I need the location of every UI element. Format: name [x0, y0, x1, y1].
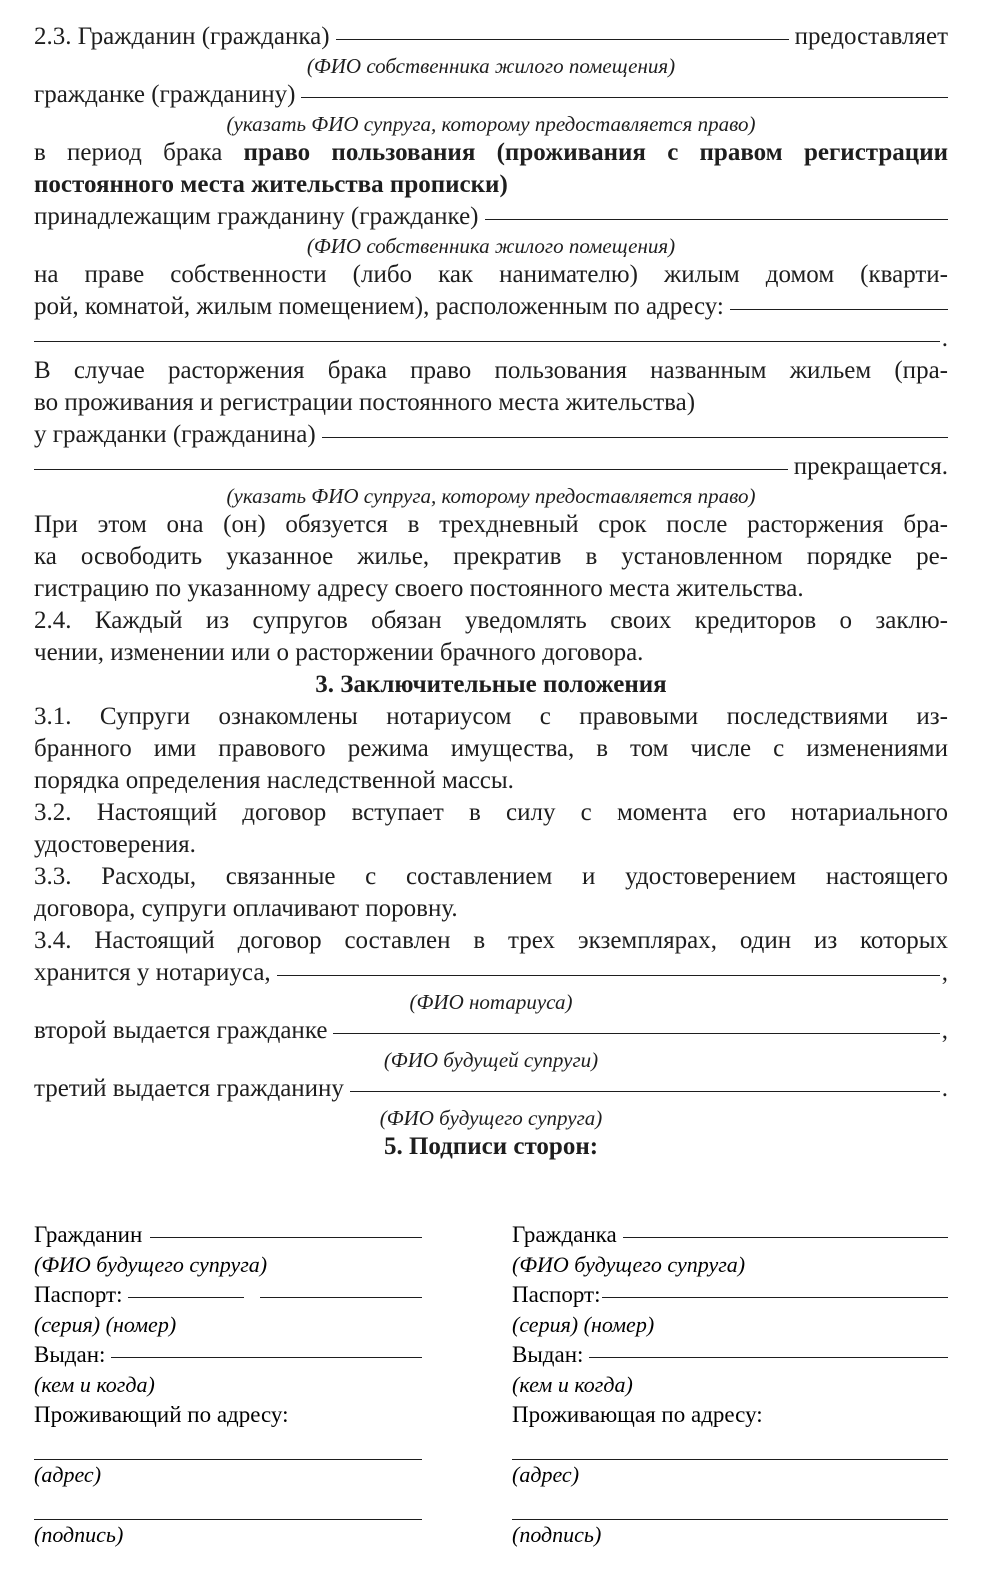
- clause-3-4-line-4: [34, 1073, 948, 1105]
- section-3-heading: 3. Заключительные положения: [315, 671, 667, 698]
- wife-passport-hint: (серия) (номер): [512, 1312, 655, 1337]
- clause-2-3-line-2: [34, 79, 948, 111]
- wife-passport-blank[interactable]: [602, 1297, 948, 1298]
- wife-address-label-row: [512, 1400, 948, 1430]
- clause-3-4-line-2: [34, 957, 948, 989]
- terminates-label: прекращается.: [793, 453, 948, 480]
- notary-name-blank[interactable]: [277, 975, 940, 976]
- wife-address-hint: (адрес): [512, 1462, 580, 1487]
- property-address-blank[interactable]: [730, 309, 948, 310]
- wife-signature-hint: (подпись): [512, 1522, 602, 1547]
- wife-signature-blank[interactable]: [512, 1490, 948, 1520]
- clause-2-3-provides-label: предоставляет: [794, 23, 948, 50]
- clause-3-4-line-3: [34, 1015, 948, 1047]
- husband-issued-label: Выдан:: [34, 1342, 106, 1367]
- wife-issued-hint: (кем и когда): [512, 1372, 633, 1397]
- owner-name-hint: (ФИО собственника жилого помещения): [306, 54, 676, 78]
- clause-2-3-belonging-label: принадлежащим гражданину (гражданке): [34, 203, 479, 230]
- husband-name-row: [34, 1220, 422, 1250]
- clause-2-3-line-4: постоянного места жительства прописки): [34, 171, 508, 198]
- clause-2-3-citizen-label: 2.3. Гражданин (гражданка): [34, 23, 330, 50]
- clause-2-3-line-5: [34, 201, 948, 233]
- spouse-name-blank-2[interactable]: [322, 437, 948, 438]
- clause-2-3-line-11: [34, 419, 948, 451]
- husband-address-blank[interactable]: [34, 1430, 422, 1460]
- wife-issued-blank[interactable]: [589, 1357, 948, 1358]
- clause-2-3-period-text: в период брака: [34, 139, 244, 166]
- notary-name-hint: (ФИО нотариуса): [409, 990, 573, 1014]
- address-end-period: .: [941, 325, 948, 352]
- wife-fio-blank[interactable]: [623, 1237, 948, 1238]
- wife-name-hint: (ФИО будущей супруги): [383, 1048, 599, 1072]
- husband-fio-blank[interactable]: [150, 1237, 422, 1238]
- husband-passport-series-blank[interactable]: [128, 1297, 244, 1298]
- wife-fio-hint: (ФИО будущего супруга): [512, 1252, 746, 1277]
- clause-3-4-line-1: 3.4. Настоящий договор составлен в трех экземплярах, один из которых: [34, 927, 948, 954]
- clause-3-3-line-1: 3.3. Расходы, связанные с составлением и удостоверением настоящего: [34, 863, 948, 890]
- clause-2-3-line-7: [34, 291, 948, 323]
- husband-passport-label: Паспорт:: [34, 1282, 123, 1307]
- notary-copy-label: хранится у нотариуса,: [34, 959, 271, 986]
- signatures-block: [34, 1220, 948, 1580]
- husband-end-period: .: [941, 1075, 948, 1102]
- husband-name-blank[interactable]: [350, 1091, 940, 1092]
- wife-name-row: [512, 1220, 948, 1250]
- owner-name-blank[interactable]: [336, 39, 789, 40]
- clause-2-4-line-2: чении, изменении или о расторжении брачного договора.: [34, 639, 644, 666]
- right-of-use-bold-text: право пользования (проживания с правом регистрации: [243, 139, 948, 166]
- clause-3-2-line-1: 3.2. Настоящий договор вступает в силу с момента его нотариального: [34, 799, 948, 826]
- wife-passport-label: Паспорт:: [512, 1282, 601, 1307]
- wife-signature-column: [512, 1220, 948, 1550]
- owner-name-blank-2[interactable]: [485, 219, 948, 220]
- clause-2-3-line-12: [34, 451, 948, 483]
- husband-passport-hint: (серия) (номер): [34, 1312, 177, 1337]
- clause-2-3-line-1: [34, 21, 948, 53]
- clause-3-2-line-2: удостоверения.: [34, 831, 196, 858]
- clause-2-3-termination-label: у гражданки (гражданина): [34, 421, 316, 448]
- wife-end-comma: ,: [941, 1017, 948, 1044]
- husband-passport-number-blank[interactable]: [260, 1297, 422, 1298]
- wife-name-label: Гражданка: [512, 1222, 617, 1247]
- clause-2-3-line-13: При этом она (он) обязуется в трехдневный срок после расторжения бра-: [34, 511, 948, 538]
- husband-fio-hint: (ФИО будущего супруга): [34, 1252, 268, 1277]
- wife-issued-label: Выдан:: [512, 1342, 584, 1367]
- husband-issued-blank[interactable]: [111, 1357, 422, 1358]
- owner-name-hint-2: (ФИО собственника жилого помещения): [306, 234, 676, 258]
- husband-name-label: Гражданин: [34, 1222, 143, 1247]
- husband-signature-blank[interactable]: [34, 1490, 422, 1520]
- husband-name-hint: (ФИО будущего супруга): [379, 1106, 603, 1130]
- husband-passport-row: [34, 1280, 422, 1310]
- clause-2-3-line-14: ка освободить указанное жилье, прекратив в установленном порядке ре-: [34, 543, 948, 570]
- notary-end-comma: ,: [941, 959, 948, 986]
- wife-issued-row: [512, 1340, 948, 1370]
- wife-address-blank[interactable]: [512, 1430, 948, 1460]
- clause-2-3-recipient-label: гражданке (гражданину): [34, 81, 296, 108]
- clause-2-3-line-6: на праве собственности (либо как нанимателю) жилым домом (кварти-: [34, 261, 948, 288]
- clause-2-3-line-8: [34, 323, 948, 355]
- husband-copy-label: третий выдается гражданину: [34, 1075, 344, 1102]
- clause-2-4-line-1: 2.4. Каждый из супругов обязан уведомлять своих кредиторов о заклю-: [34, 607, 948, 634]
- husband-address-hint: (адрес): [34, 1462, 102, 1487]
- section-5-heading: 5. Подписи сторон:: [383, 1133, 599, 1160]
- husband-signature-column: [34, 1220, 422, 1550]
- clause-2-3-line-9: В случае расторжения брака право пользования названным жильем (пра-: [34, 357, 948, 384]
- spouse-name-hint-2: (указать ФИО супруга, которому предоставляется право): [226, 484, 756, 508]
- husband-address-label: Проживающий по адресу:: [34, 1402, 289, 1427]
- husband-issued-row: [34, 1340, 422, 1370]
- clause-3-1-line-1: 3.1. Супруги ознакомлены нотариусом с правовыми последствиями из-: [34, 703, 948, 730]
- clause-3-3-line-2: договора, супруги оплачивают поровну.: [34, 895, 458, 922]
- husband-issued-hint: (кем и когда): [34, 1372, 155, 1397]
- clause-2-3-line-10: во проживания и регистрации постоянного места жительства): [34, 389, 696, 416]
- clause-3-1-line-3: порядка определения наследственной массы.: [34, 767, 514, 794]
- wife-copy-label: второй выдается гражданке: [34, 1017, 328, 1044]
- wife-address-label: Проживающая по адресу:: [512, 1402, 763, 1427]
- spouse-name-blank-3[interactable]: [34, 469, 788, 470]
- clause-2-3-address-label: рой, комнатой, жилым помещением), расположенным по адресу:: [34, 293, 724, 320]
- wife-passport-row: [512, 1280, 948, 1310]
- property-address-blank-2[interactable]: [34, 341, 940, 342]
- spouse-name-hint: (указать ФИО супруга, которому предоставляется право): [226, 112, 756, 136]
- clause-2-3-line-3: [34, 137, 948, 169]
- clause-3-1-line-2: бранного ими правового режима имущества, в том числе с изменениями: [34, 735, 948, 762]
- husband-address-label-row: [34, 1400, 422, 1430]
- husband-signature-hint: (подпись): [34, 1522, 124, 1547]
- clause-2-3-line-15: гистрацию по указанному адресу своего постоянного места жительства.: [34, 575, 804, 602]
- spouse-name-blank[interactable]: [301, 97, 948, 98]
- wife-name-blank[interactable]: [333, 1033, 939, 1034]
